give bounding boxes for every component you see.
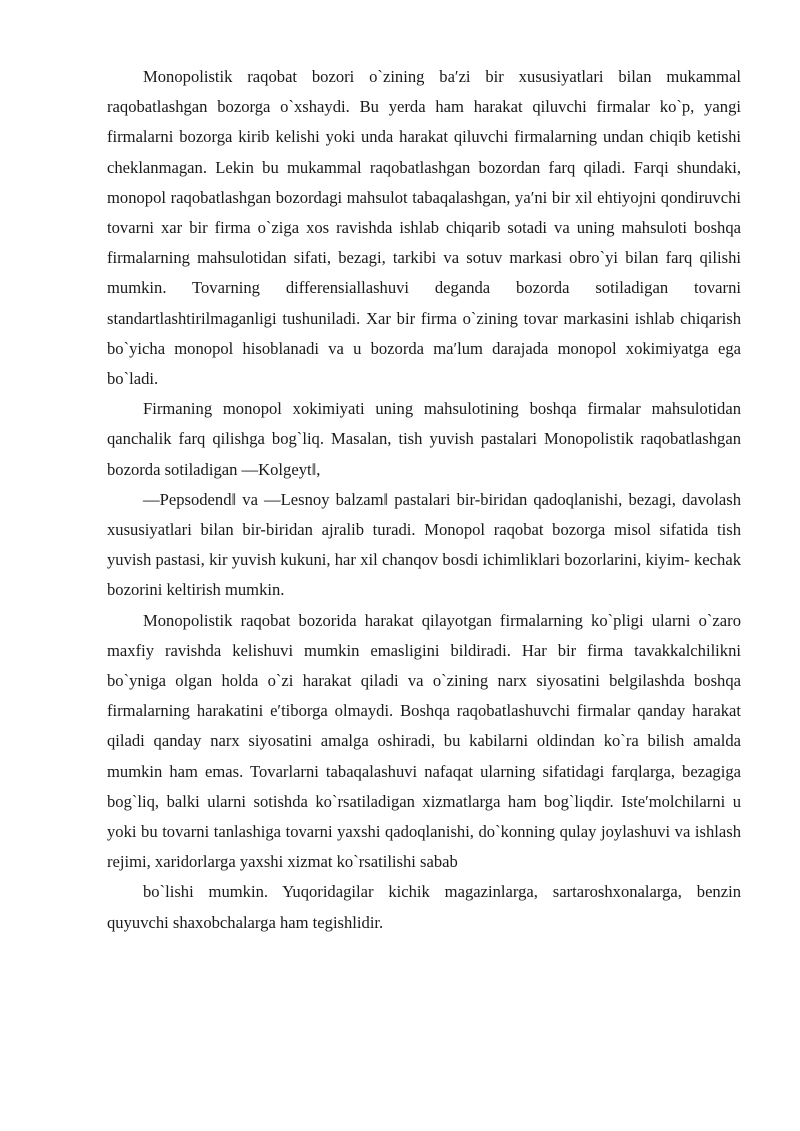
paragraph-monopolistic-competition-intro: Monopolistik raqobat bozori o`zining baʹzi bir xususiyatlari bilan mukammal raqobatlashgan bozorga o`xshaydi. Bu yerda ham harakat qiluvchi firmalar ko`p, yangi firmalarni bozorga kirib kelishi yoki unda harakat qiluvchi firmalarning undan chiqib ketishi cheklanmagan. Lekin bu mukammal raqobatlashgan bozordan farq qiladi. Farqi shundaki, monopol raqobatlashgan bozordagi mahsulot tabaqalashgan, yaʹni bir xil ehtiyojni qondiruvchi tovarni xar bir firma o`ziga xos ravishda ishlab chiqarib sotadi va uning mahsuloti boshqa firmalarning mahsulotidan sifati, bezagi, tarkibi va sotuv markasi obro`yi bilan farq qilishi mumkin. Tovarning differensiallashuvi deganda bozorda sotiladigan tovarni standartlashtirilmaganligi tushuniladi. Xar bir firma o`zining tovar markasini ishlab chiqarish bo`yicha monopol hisoblanadi va u bozorda maʹlum darajada monopol xokimiyatga ega bo`ladi. — [107, 67, 741, 389]
paragraph-toothpaste-examples: ―Pepsodend‖ va ―Lesnoy balzam‖ pastalari bir-biridan qadoqlanishi, bezagi, davolash xususiyatlari bilan bir-biridan ajralib turadi. Monopol raqobat bozorga misol sifatida tish yuvish pastasi, kir yuvish kukuni, har xil chanqov bosdi ichimliklari bozorlarini, kiyim- kechak bozorini keltirish mumkin. — [107, 489, 741, 600]
paragraph-independent-pricing: Monopolistik raqobat bozorida harakat qilayotgan firmalarning ko`pligi ularni o`zaro maxfiy ravishda kelishuvi mumkin emasligini bildiradi. Har bir firma tavakkalchilikni bo`yniga olgan holda o`zi harakat qiladi va o`zining narx siyosatini belgilashda boshqa firmalarning harakatini eʹtiborga olmaydi. Boshqa raqobatlashuvchi firmalar qanday harakat qiladi qanday narx siyosatini amalga oshiradi, bu kabilarni oldindan ko`ra bilish amalda mumkin ham emas. Tovarlarni tabaqalashuvi nafaqat ularning sifatidagi farqlarga, bezagiga bog`liq, balki ularni sotishda ko`rsatiladigan xizmatlarga ham bog`liqdir. Isteʹmolchilarni u yoki bu tovarni tanlashiga tovarni yaxshi qadoqlanishi, do`konning qulay joylashuvi va ishlash rejimi, xaridorlarga yaxshi xizmat ko`rsatilishi sabab — [107, 610, 741, 872]
document-page — [107, 62, 741, 938]
paragraph-monopoly-power: Firmaning monopol xokimiyati uning mahsulotining boshqa firmalar mahsulotidan qanchalik farq qilishga bog`liq. Masalan, tish yuvish pastalari Monopolistik raqobatlashgan bozorda sotiladigan ―Kolgeyt‖, — [107, 399, 741, 479]
paragraph-small-businesses: bo`lishi mumkin. Yuqoridagilar kichik magazinlarga, sartaroshxonalarga, benzin quyuvchi shaxobchalarga ham tegishlidir. — [107, 882, 741, 932]
